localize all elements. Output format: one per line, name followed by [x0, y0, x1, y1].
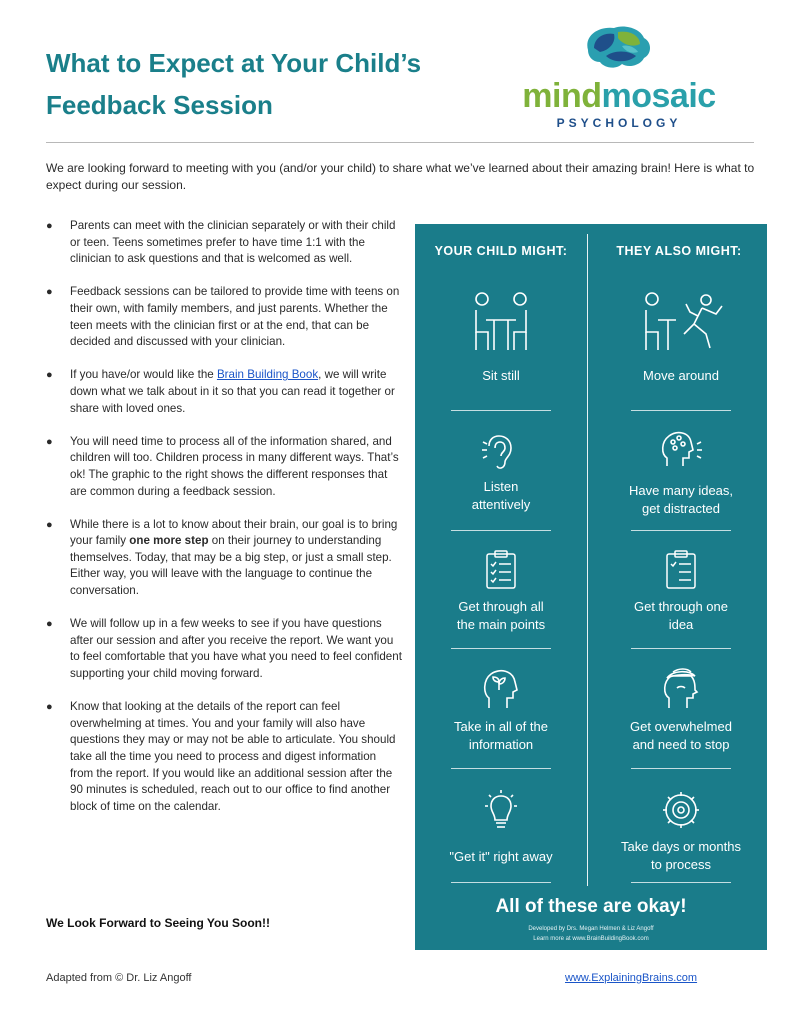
all-okay-heading: All of these are okay! — [495, 896, 687, 917]
logo-wordmark: mindmosaic — [522, 77, 716, 115]
mindmosaic-logo — [506, 22, 732, 132]
checklist-single-icon — [665, 550, 697, 590]
checklist-icon — [485, 550, 517, 590]
bullet-icon: ● — [46, 435, 53, 448]
brain-mosaic-icon — [578, 22, 658, 76]
bullet-icon: ● — [46, 518, 53, 531]
bullet-icon: ● — [46, 220, 53, 232]
list-item: ● If you have/or would like the Brain Building Book, we will write down what we talk about in it so that you can read it together or share with loved ones. — [46, 368, 395, 415]
people-at-table-icon — [466, 290, 536, 352]
intro-paragraph: We are looking forward to meeting with you (and/or your child) to share what we’ve learned about their amazing brain! Here is what to expect during our session. — [46, 161, 755, 192]
list-item: ● Know that looking at the details of the report can feel overwhelming at times. You and your family will also have questions they may or may not be able to articulate. You should take all the time you need to process and digest information from the report. If you would like an additional session after the 90 minutes is scheduled, reach out to our office to find another block of time on the calendar. — [46, 700, 396, 813]
title-line-1: What to Expect at Your Child’s — [46, 48, 422, 78]
expectations-list — [46, 218, 402, 832]
response-move-around: Move around — [597, 290, 765, 352]
brain-building-book-link[interactable]: Brain Building Book — [216, 368, 319, 382]
logo-subtitle: PSYCHOLOGY — [556, 116, 682, 130]
label: Get overwhelmed and need to stop — [630, 719, 732, 752]
closing-message: We Look Forward to Seeing You Soon!! — [46, 916, 271, 930]
title-line-2: Feedback Session — [46, 90, 273, 120]
responses-graphic — [415, 224, 767, 950]
response-take-days — [597, 790, 765, 872]
lightbulb-icon — [481, 790, 521, 832]
list-item: ● You will need time to process all of the information shared, and children will too. Children process in many different ways. That’s ok! The graphic to the right shows the different responses that are common during a feedback session. — [46, 434, 399, 498]
label: Get through one idea — [634, 599, 728, 632]
credit-developers: Developed by Drs. Megan Helmen & Liz Angoff — [528, 926, 654, 932]
bullet-icon: ● — [46, 618, 53, 631]
list-item: ● While there is a lot to know about their brain, our goal is to bring your family one more step on their journey to understanding themselves. Today, that may be a big step, or just a small step. Either way, you will leave with the language to continue the conversation. — [46, 517, 398, 598]
bullet-icon: ● — [46, 369, 53, 382]
left-column-heading: YOUR CHILD MIGHT: — [434, 244, 568, 258]
response-one-idea — [597, 550, 765, 632]
list-item: ● Feedback sessions can be tailored to provide time with teens on their own, with family members, and just parents. Whether the teen meets with the clinician first or at the end, that can be decided and discussed with your clinician. — [46, 285, 400, 349]
footer-attribution: Adapted from © Dr. Liz Angoff — [46, 972, 192, 984]
header-divider — [46, 142, 754, 143]
head-many-ideas-icon — [659, 430, 703, 470]
label: Take days or months to process — [621, 839, 741, 872]
list-item: ● Parents can meet with the clinician separately or with their child or teen. Teens sometimes prefer to have time 1:1 with the clinician to ask questions and that is welcomed as well. — [46, 219, 396, 266]
credit-website: Learn more at www.BrainBuildingBook.com — [533, 936, 649, 942]
column-divider — [587, 234, 588, 886]
gear-processing-icon — [661, 790, 701, 832]
head-overwhelmed-icon — [661, 668, 701, 710]
response-take-in-all — [417, 668, 585, 752]
bullet-icon: ● — [46, 286, 53, 299]
page-title — [46, 42, 486, 126]
response-get-it-right-away: "Get it" right away — [417, 790, 585, 832]
ear-listening-icon — [481, 432, 521, 472]
response-main-points — [417, 550, 585, 632]
response-get-overwhelmed — [597, 668, 765, 752]
list-item: ● We will follow up in a few weeks to see if you have questions after our session and after you receive the report. We want you to feel comfortable that you have what you need to feel confident supporting your child moving forward. — [46, 617, 402, 681]
label: Have many ideas, get distracted — [628, 483, 734, 516]
footer-website-link[interactable]: www.ExplainingBrains.com — [565, 972, 698, 984]
response-many-ideas — [597, 430, 765, 516]
label: Get through all the main points — [456, 599, 546, 632]
head-growing-plant-icon — [481, 668, 521, 710]
right-column-heading: THEY ALSO MIGHT: — [616, 244, 742, 258]
bullet-icon: ● — [46, 701, 53, 714]
response-listen-attentively — [417, 432, 585, 512]
person-moving-icon — [636, 290, 726, 352]
response-sit-still: Sit still — [417, 290, 585, 352]
label: Listen attentively — [471, 479, 531, 512]
label: Take in all of the information — [454, 719, 548, 752]
